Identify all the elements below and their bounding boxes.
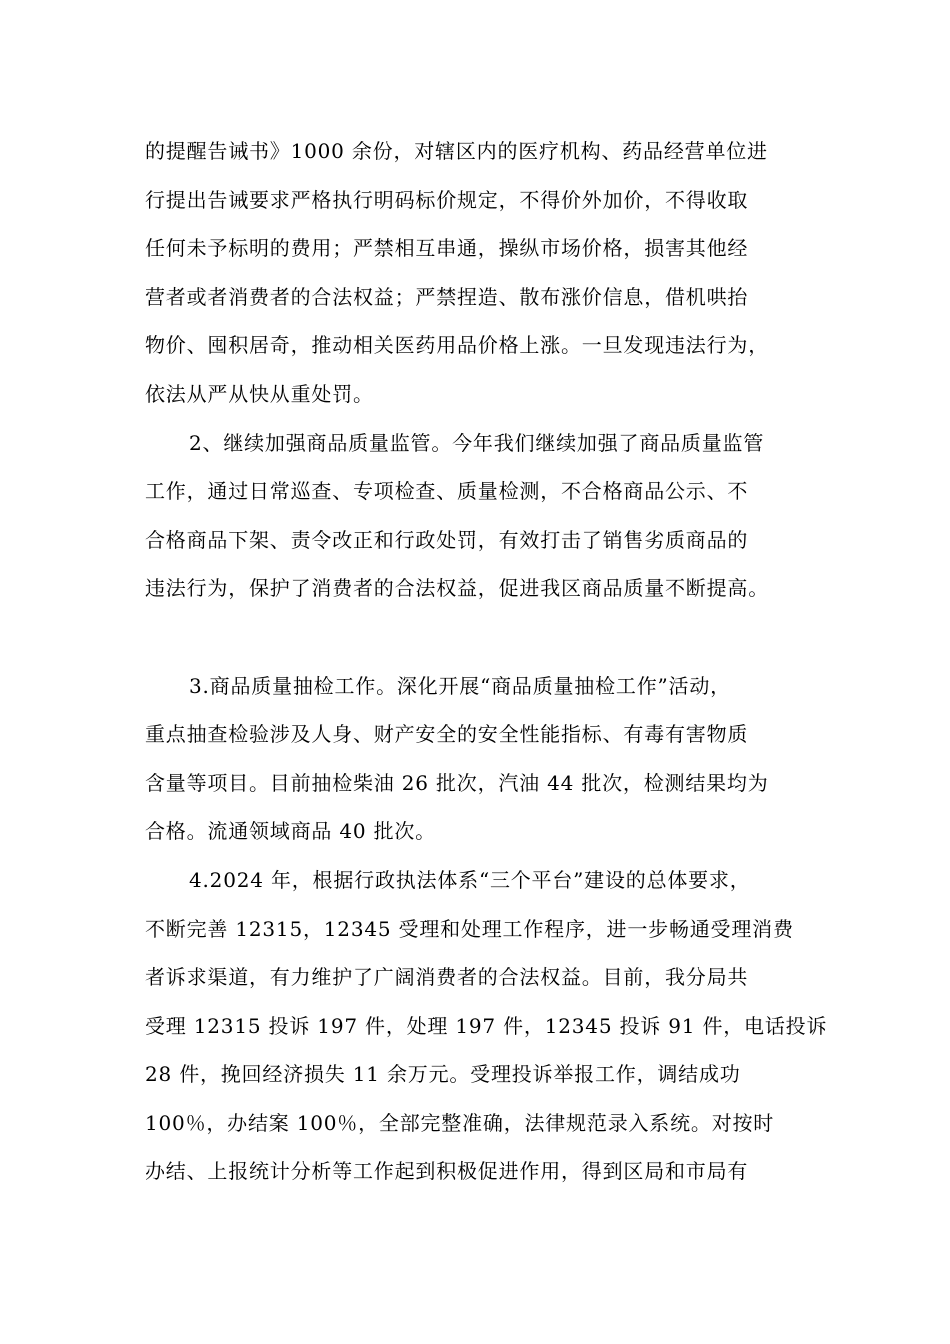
text-line: 重点抽查检验涉及人身、财产安全的安全性能指标、有毒有害物质 [145, 722, 749, 747]
text-line: 办结、上报统计分析等工作起到积极促进作用，得到区局和市局有 [145, 1159, 749, 1184]
text-line: 依法从严从快从重处罚。 [145, 381, 374, 406]
text-line: 行提出告诫要求严格执行明码标价规定，不得价外加价，不得收取 [145, 187, 749, 212]
text-line: 不断完善 12315，12345 受理和处理工作程序，进一步畅通受理消费 [145, 916, 794, 941]
text-line: 28 件，挽回经济损失 11 余万元。受理投诉举报工作，调结成功 [145, 1062, 741, 1087]
paragraph-gap [145, 613, 810, 662]
text-line: 含量等项目。目前抽检柴油 26 批次，汽油 44 批次，检测结果均为 [145, 770, 769, 795]
paragraph-2-first-line: 2、继续加强商品质量监管。今年我们继续加强了商品质量监管 [189, 430, 765, 455]
paragraph-3-first-line: 3.商品质量抽检工作。深化开展“商品质量抽检工作”活动， [189, 673, 731, 698]
text-line: 合格。流通领域商品 40 批次。 [145, 819, 436, 844]
text-line: 违法行为，保护了消费者的合法权益，促进我区商品质量不断提高。 [145, 576, 769, 601]
text-line: 100％，办结案 100％，全部完整准确，法律规范录入系统。对按时 [145, 1110, 775, 1135]
text-line: 者诉求渠道，有力维护了广阔消费者的合法权益。目前，我分局共 [145, 965, 749, 990]
text-line: 任何未予标明的费用；严禁相互串通，操纵市场价格，损害其他经 [145, 236, 749, 261]
document-body [145, 127, 828, 1196]
text-line: 的提醒告诫书》1000 余份，对辖区内的医疗机构、药品经营单位进 [145, 139, 768, 163]
text-line: 受理 12315 投诉 197 件，处理 197 件，12345 投诉 91 件，电话投诉 [145, 1013, 828, 1038]
text-line: 工作，通过日常巡查、专项检查、质量检测，不合格商品公示、不 [145, 479, 749, 504]
text-line: 物价、囤积居奇，推动相关医药用品价格上涨。一旦发现违法行为， [145, 333, 769, 358]
text-line: 营者或者消费者的合法权益；严禁捏造、散布涨价信息，借机哄抬 [145, 284, 749, 309]
paragraph-4-first-line: 4.2024 年，根据行政执法体系“三个平台”建设的总体要求， [189, 867, 751, 892]
text-line: 合格商品下架、责令改正和行政处罚，有效打击了销售劣质商品的 [145, 527, 749, 552]
